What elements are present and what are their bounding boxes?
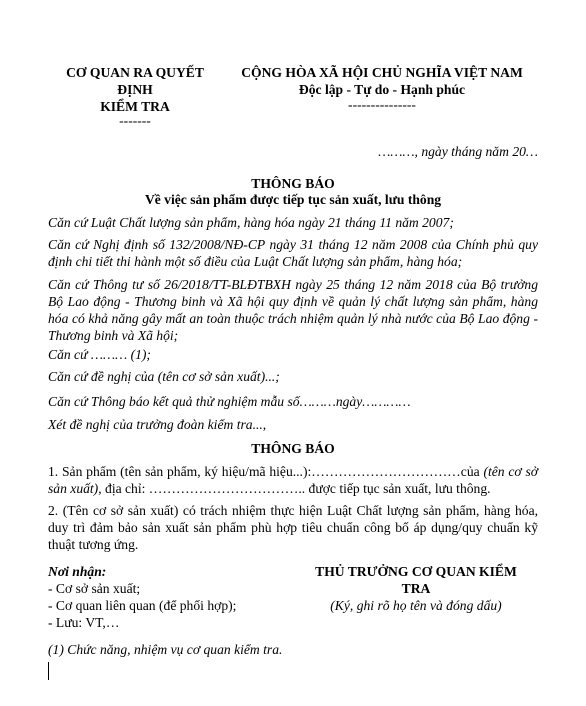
recipient-item: - Cơ sở sản xuất; <box>48 581 141 596</box>
date-line: ………, ngày tháng năm 20… <box>378 144 538 159</box>
national-separator: --------------- <box>348 97 416 112</box>
recipients-block <box>48 563 308 631</box>
legal-basis-7: Xét đề nghị của trưởng đoàn kiểm tra..., <box>48 417 267 432</box>
legal-basis-5: Căn cứ đề nghị của (tên cơ sở sản xuất)...; <box>48 369 280 384</box>
national-title: CỘNG HÒA XÃ HỘI CHỦ NGHĨA VIỆT NAM <box>241 65 523 80</box>
signature-title-line2: TRA <box>401 581 431 596</box>
footnote: (1) Chức năng, nhiệm vụ cơ quan kiểm tra. <box>48 642 283 657</box>
signature-note: (Ký, ghi rõ họ tên và đóng dấu) <box>330 598 502 613</box>
signature-block <box>300 563 532 614</box>
section-title: THÔNG BÁO <box>251 441 335 456</box>
item-2: 2. (Tên cơ sở sản xuất) có trách nhiệm thực hiện Luật Chất lượng sản phẩm, hàng hóa, duy trì đảm bảo sản xuất sản phẩm phù hợp tiêu chuẩn công bố áp dụng/quy chuẩn kỹ thuật tương ứng. <box>48 503 538 552</box>
issuing-agency-block <box>50 64 220 115</box>
item-1-producer: (tên cơ sở sản xuất) <box>48 464 538 496</box>
legal-basis-4: Căn cứ ……… (1); <box>48 347 151 362</box>
legal-basis-6: Căn cứ Thông báo kết quả thử nghiệm mẫu số………ngày………… <box>48 394 411 409</box>
legal-basis-2: Căn cứ Nghị định số 132/2008/NĐ-CP ngày 31 tháng 12 năm 2008 của Chính phủ quy định chi tiết thi hành một số điều của Luật Chất lượng sản phẩm, hàng hóa; <box>48 237 538 269</box>
legal-basis-3: Căn cứ Thông tư số 26/2018/TT-BLĐTBXH ngày 25 tháng 12 năm 2018 của Bộ trưởng Bộ Lao động - Thương binh và Xã hội quy định về quản lý chất lượng sản phẩm, hàng hóa có khả năng gây mất an toàn thuộc trách nhiệm quản lý nhà nước của Bộ Lao động - Thương binh và Xã hội; <box>48 277 538 343</box>
national-motto: Độc lập - Tự do - Hạnh phúc <box>298 82 466 97</box>
document-subtitle: Về việc sản phẩm được tiếp tục sản xuất, lưu thông <box>144 192 442 207</box>
item-1-lead: 1. Sản phẩm (tên sản phẩm, ký hiệu/mã hiệu...):……………………………của <box>48 464 484 479</box>
item-1 <box>48 463 538 497</box>
national-title-block <box>232 64 532 98</box>
text-cursor <box>48 662 49 680</box>
signature-title-line1: THỦ TRƯỞNG CƠ QUAN KIỂM <box>315 564 517 579</box>
recipient-item: - Lưu: VT,… <box>48 615 120 630</box>
legal-basis-1: Căn cứ Luật Chất lượng sản phẩm, hàng hóa ngày 21 tháng 11 năm 2007; <box>48 215 454 230</box>
issuing-agency-line3: KIỂM TRA <box>100 99 170 114</box>
issuing-agency-separator: ------- <box>119 113 151 128</box>
document-title: THÔNG BÁO <box>251 176 335 191</box>
item-1-tail: , địa chỉ: …………………………….. được tiếp tục sản xuất, lưu thông. <box>98 481 491 496</box>
issuing-agency-line1: CƠ QUAN RA QUYẾT <box>66 65 204 80</box>
recipient-item: - Cơ quan liên quan (để phối hợp); <box>48 598 237 613</box>
recipients-heading: Nơi nhận: <box>48 564 107 579</box>
issuing-agency-line2: ĐỊNH <box>117 82 153 97</box>
